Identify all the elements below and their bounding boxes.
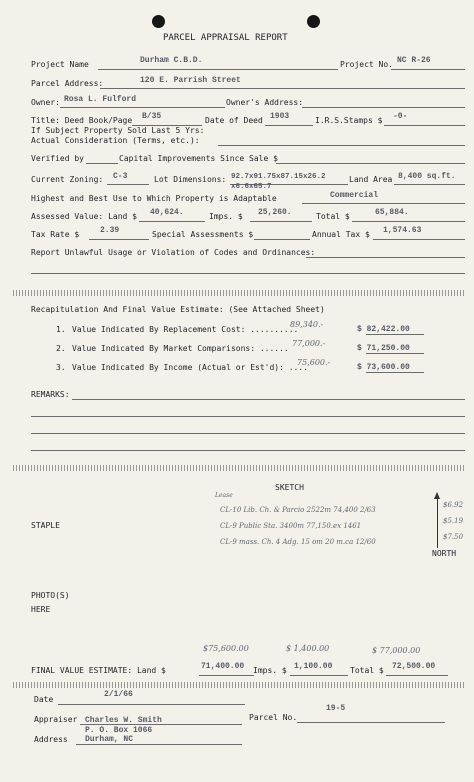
lot-dimensions-label: Lot Dimensions: bbox=[154, 175, 227, 184]
appraiser-name: Charles W. Smith bbox=[85, 716, 162, 725]
final-total-line bbox=[386, 675, 448, 676]
final-land-value: 71,400.00 bbox=[201, 662, 245, 671]
final-imps-value: 1,100.00 bbox=[294, 662, 333, 671]
recap-note-2: 77,000.- bbox=[292, 339, 326, 348]
assessed-land-value: 40,624. bbox=[150, 208, 184, 217]
deed-book-label: Title: Deed Book/Page bbox=[31, 116, 133, 125]
final-value-label: FINAL VALUE ESTIMATE: Land $ bbox=[31, 666, 166, 675]
report-unlawful-label: Report Unlawful Usage or Violation of Codes and Ordinances: bbox=[31, 248, 316, 257]
verified-by-label: Verified by bbox=[31, 154, 84, 163]
assessed-imps-line bbox=[250, 221, 312, 222]
recap-value-3: $ 73,600.00 bbox=[357, 363, 410, 372]
parcel-no-label: Parcel No. bbox=[249, 713, 298, 722]
land-area-value: 8,400 sq.ft. bbox=[398, 172, 456, 181]
parcel-address-value: 120 E. Parrish Street bbox=[140, 76, 241, 85]
tax-rate-value: 2.39 bbox=[100, 226, 120, 235]
recap-label-2: Value Indicated By Market Comparisons: ...... bbox=[72, 344, 289, 353]
punch-hole-right bbox=[307, 15, 320, 28]
current-zoning-line bbox=[107, 184, 149, 185]
sketch-lease-3: CL-9 mass. Ch. 4 Adg. 15 om 20 m.ca 12/60 bbox=[220, 538, 376, 546]
final-total-label: Total $ bbox=[350, 666, 384, 675]
current-zoning-value: C-3 bbox=[113, 172, 128, 181]
appraiser-label: Appraiser bbox=[34, 715, 78, 724]
verified-by-line bbox=[86, 163, 118, 164]
assessed-total-label: Total $ bbox=[316, 212, 350, 221]
assessed-total-line bbox=[352, 221, 465, 222]
lot-dimensions-value-2: x6.6x65.7 bbox=[231, 183, 272, 191]
recap-label-1: Value Indicated By Replacement Cost: .......... bbox=[72, 325, 299, 334]
current-zoning-label: Current Zoning: bbox=[31, 175, 104, 184]
special-assessments-line bbox=[254, 239, 310, 240]
highest-best-line bbox=[302, 203, 465, 204]
land-area-label: Land Area bbox=[349, 175, 393, 184]
remarks-line-4 bbox=[31, 450, 465, 451]
parcel-no-line bbox=[297, 722, 445, 723]
sketch-heading: SKETCH bbox=[275, 483, 304, 492]
actual-consideration-label: Actual Consideration (Terms, etc.): bbox=[31, 136, 200, 145]
recap-num-3: 3. bbox=[56, 363, 66, 372]
irs-stamps-label: I.R.S.Stamps $ bbox=[315, 116, 383, 125]
sketch-sum-2: $ 1,400.00 bbox=[286, 644, 330, 653]
recap-label-3: Value Indicated By Income (Actual or Est'd): .... bbox=[72, 363, 309, 372]
deed-book-value: B/35 bbox=[142, 112, 162, 121]
assessed-total-value: 65,884. bbox=[375, 208, 409, 217]
project-name-line bbox=[98, 69, 338, 70]
sketch-sum-3: $ 77,000.00 bbox=[372, 646, 421, 655]
sketch-lease-2: CL-9 Public Sta. 3400m 77,150.ex 1461 bbox=[220, 522, 362, 530]
recap-num-1: 1. bbox=[56, 325, 66, 334]
annual-tax-line bbox=[373, 239, 465, 240]
owner-label: Owner: bbox=[31, 98, 60, 107]
annual-tax-label: Annual Tax $ bbox=[312, 230, 370, 239]
perforation-band-3 bbox=[13, 682, 465, 688]
here-label: HERE bbox=[31, 605, 51, 614]
sold-last-label: If Subject Property Sold Last 5 Yrs: bbox=[31, 126, 205, 135]
final-total-value: 72,500.00 bbox=[392, 662, 436, 671]
margin-note-3: $7.50 bbox=[443, 533, 464, 541]
parcel-address-label: Parcel Address: bbox=[31, 79, 104, 88]
remarks-line-1 bbox=[72, 399, 465, 400]
remarks-line-3 bbox=[31, 433, 465, 434]
final-imps-label: Imps. $ bbox=[253, 666, 287, 675]
address-label: Address bbox=[34, 735, 68, 744]
assessed-imps-value: 25,260. bbox=[258, 208, 292, 217]
parcel-address-line bbox=[100, 88, 465, 89]
north-label: NORTH bbox=[432, 549, 457, 558]
assessed-imps-label: Imps. $ bbox=[209, 212, 243, 221]
photos-label: PHOTO(S) bbox=[31, 591, 70, 600]
capital-improvements-label: Capital Improvements Since Sale $ bbox=[119, 154, 278, 163]
recap-value-2: $ 71,250.00 bbox=[357, 344, 410, 353]
recap-line-2 bbox=[366, 353, 424, 354]
land-area-line bbox=[394, 184, 465, 185]
sketch-sum-1: $75,600.00 bbox=[203, 644, 249, 653]
date-value: 2/1/66 bbox=[104, 690, 133, 699]
final-imps-line bbox=[290, 675, 348, 676]
owner-value: Rosa L. Fulford bbox=[64, 95, 137, 104]
recap-num-2: 2. bbox=[56, 344, 66, 353]
appraiser-city: Durham, NC bbox=[85, 735, 134, 744]
recap-value-1: $ 82,422.00 bbox=[357, 325, 410, 334]
remarks-line-2 bbox=[31, 416, 465, 417]
remarks-label: REMARKS: bbox=[31, 390, 70, 399]
project-name-label: Project Name bbox=[31, 60, 89, 69]
project-no-label: Project No. bbox=[340, 60, 393, 69]
tax-rate-line bbox=[89, 239, 149, 240]
date-label: Date bbox=[34, 695, 54, 704]
parcel-no-value: 19-5 bbox=[326, 704, 346, 713]
owner-line bbox=[60, 107, 225, 108]
project-no-line bbox=[391, 69, 465, 70]
date-of-deed-label: Date of Deed bbox=[205, 116, 263, 125]
highest-best-label: Highest and Best Use to Which Property is Adaptable bbox=[31, 194, 277, 203]
recap-note-1: 89,340.- bbox=[290, 320, 324, 329]
assessed-value-label: Assessed Value: Land $ bbox=[31, 212, 137, 221]
form-title: PARCEL APPRAISAL REPORT bbox=[163, 33, 288, 43]
perforation-band-2 bbox=[13, 465, 465, 471]
assessed-land-line bbox=[139, 221, 205, 222]
margin-note-2: $5.19 bbox=[443, 517, 464, 525]
recap-heading: Recapitulation And Final Value Estimate: (See Attached Sheet) bbox=[31, 305, 325, 314]
punch-hole-left bbox=[152, 15, 165, 28]
annual-tax-value: 1,574.63 bbox=[383, 226, 422, 235]
capital-improvements-line bbox=[276, 163, 465, 164]
owners-address-line bbox=[302, 107, 465, 108]
project-name-value: Durham C.B.D. bbox=[140, 56, 203, 65]
actual-consideration-line bbox=[218, 145, 465, 146]
tax-rate-label: Tax Rate $ bbox=[31, 230, 80, 239]
report-unlawful-line-2 bbox=[31, 273, 465, 274]
date-of-deed-value: 1903 bbox=[270, 112, 290, 121]
special-assessments-label: Special Assessments $ bbox=[152, 230, 254, 239]
sketch-lease-header: Lease bbox=[215, 492, 233, 499]
recap-line-3 bbox=[366, 372, 424, 373]
highest-best-value: Commercial bbox=[330, 191, 379, 200]
date-of-deed-line bbox=[265, 125, 313, 126]
owners-address-label: Owner's Address: bbox=[226, 98, 304, 107]
lot-dimensions-value-1: 92.7x91.75x87.15x26.2 bbox=[231, 173, 326, 181]
irs-stamps-line bbox=[384, 125, 465, 126]
date-line bbox=[58, 704, 245, 705]
recap-note-3: 75,600.- bbox=[297, 358, 331, 367]
sketch-lease-1: CL-10 Lib. Ch. & Parcio 2522m 74,400 2/63 bbox=[220, 506, 376, 514]
margin-note-1: $6.92 bbox=[443, 501, 464, 509]
address-line bbox=[76, 744, 242, 745]
appraiser-box: P. O. Box 1066 bbox=[85, 726, 153, 735]
north-arrow-icon bbox=[437, 498, 438, 548]
perforation-band-1 bbox=[13, 290, 465, 296]
staple-label: STAPLE bbox=[31, 521, 60, 530]
project-no-value: NC R-26 bbox=[397, 56, 431, 65]
report-unlawful-line bbox=[306, 257, 465, 258]
final-land-line bbox=[199, 675, 254, 676]
irs-stamps-value: -0- bbox=[393, 112, 408, 121]
recap-line-1 bbox=[366, 334, 424, 335]
